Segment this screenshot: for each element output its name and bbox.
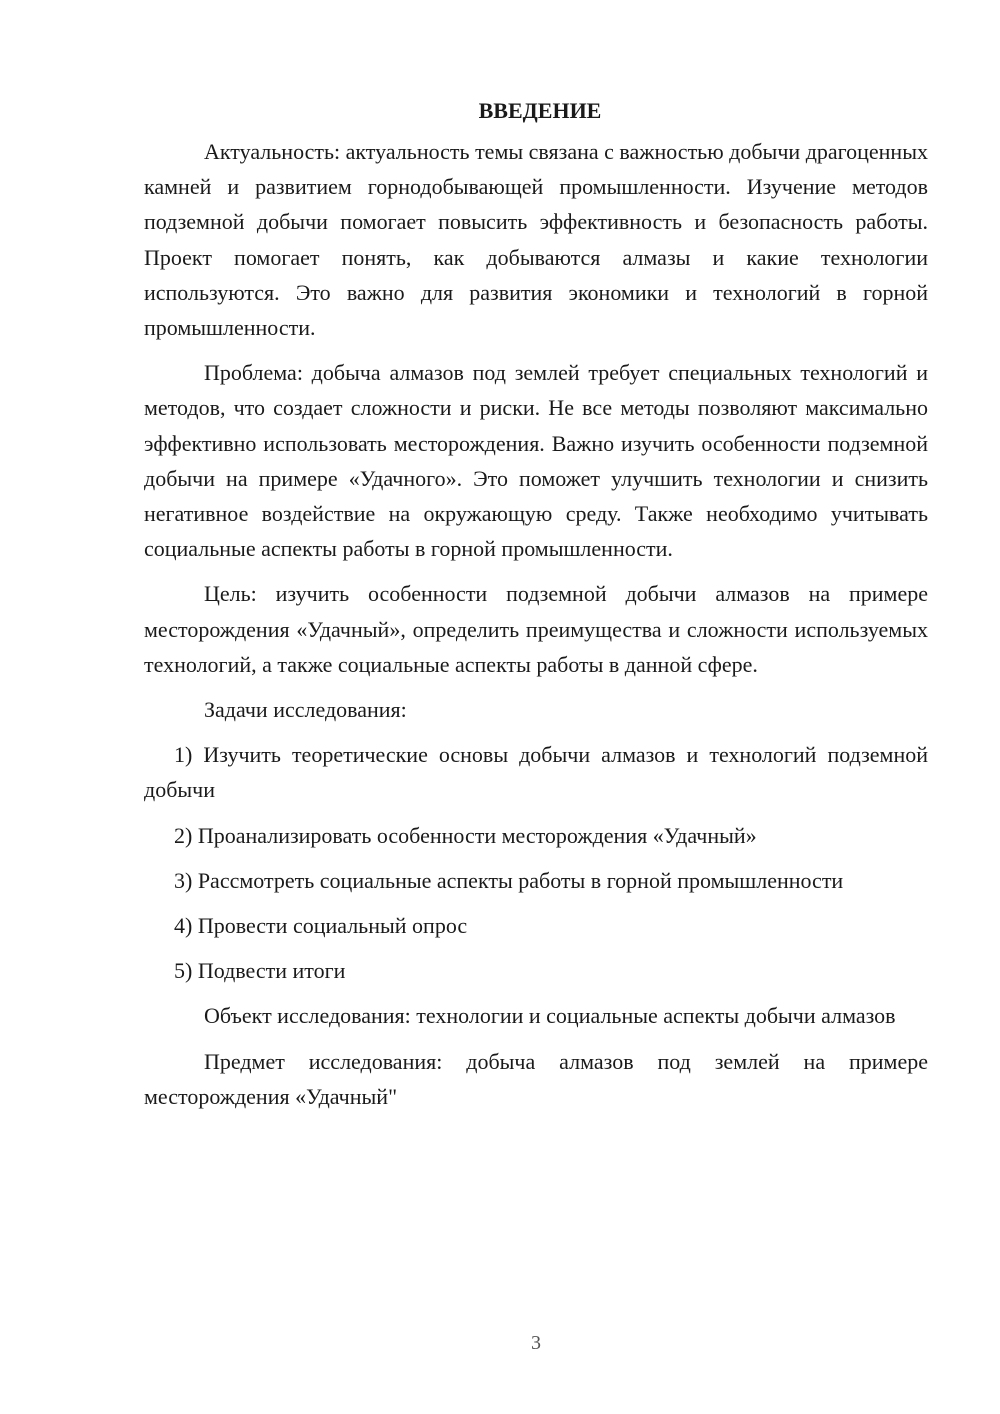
paragraph-subject: Предмет исследования: добыча алмазов под землей на примере месторождения «Удачный" <box>144 1048 928 1109</box>
task-item-1: 1) Изучить теоретические основы добычи алмазов и технологий подземной добычи <box>144 742 928 803</box>
paragraph-object: Объект исследования: технологии и социальные аспекты добычи алмазов <box>204 1003 896 1029</box>
page-content <box>144 93 928 1124</box>
section-title: ВВЕДЕНИЕ <box>478 98 602 123</box>
task-item-2: 2) Проанализировать особенности месторождения «Удачный» <box>174 822 757 848</box>
paragraph-relevance: Актуальность: актуальность темы связана с важностью добычи драгоценных камней и развитием горнодобывающей промышленности. Изучение методов подземной добычи помогает повысить эффективность и безопасность работы. Проект помогает понять, как добываются алмазы и какие технологии используются. Это важно для развития экономики и технологий в горной промышленности. <box>144 139 928 341</box>
tasks-heading: Задачи исследования: <box>204 697 407 723</box>
paragraph-problem: Проблема: добыча алмазов под землей требует специальных технологий и методов, что создает сложности и риски. Не все методы позволяют максимально эффективно использовать месторождения. Важно изучить особенности подземной добычи на примере «Удачного». Это поможет улучшить технологии и снизить негативное воздействие на окружающую среду. Также необходимо учитывать социальные аспекты работы в горной промышленности. <box>144 360 928 562</box>
task-item-4: 4) Провести социальный опрос <box>174 913 468 939</box>
paragraph-goal: Цель: изучить особенности подземной добычи алмазов на примере месторождения «Удачный», определить преимущества и сложности используемых технологий, а также социальные аспекты работы в данной сфере. <box>144 581 928 677</box>
page-number: 3 <box>531 1332 541 1354</box>
task-item-5: 5) Подвести итоги <box>174 958 346 984</box>
task-item-3: 3) Рассмотреть социальные аспекты работы в горной промышленности <box>174 867 844 893</box>
